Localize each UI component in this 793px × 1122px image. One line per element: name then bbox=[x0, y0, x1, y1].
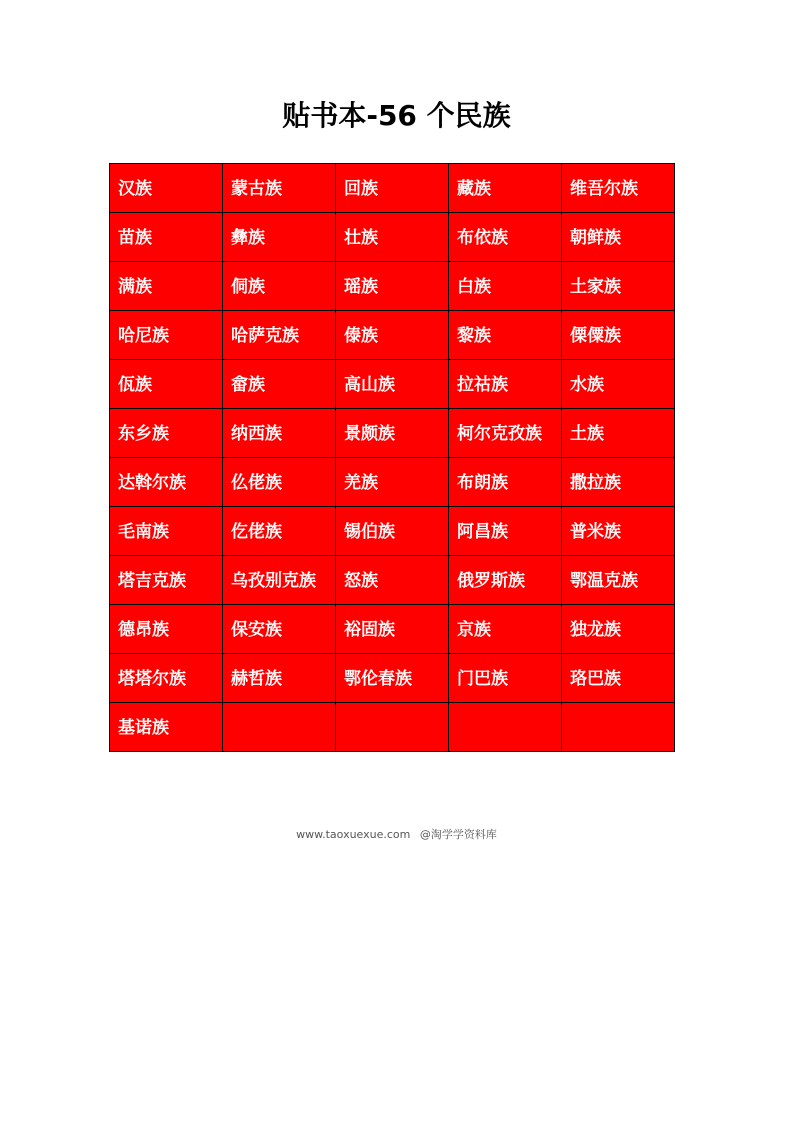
table-row bbox=[110, 556, 675, 605]
ethnic-group-cell: 畲族 bbox=[223, 360, 336, 409]
ethnic-group-cell: 珞巴族 bbox=[562, 654, 675, 703]
table-row bbox=[110, 213, 675, 262]
ethnic-group-cell: 汉族 bbox=[110, 164, 223, 213]
page-title: 贴书本-56 个民族 bbox=[282, 99, 511, 132]
ethnic-group-cell: 柯尔克孜族 bbox=[449, 409, 562, 458]
ethnic-group-cell: 保安族 bbox=[223, 605, 336, 654]
footer-website: www.taoxuexue.com bbox=[296, 828, 411, 841]
table-row bbox=[110, 507, 675, 556]
table-body bbox=[110, 164, 675, 752]
table-row bbox=[110, 262, 675, 311]
ethnic-group-cell: 普米族 bbox=[562, 507, 675, 556]
empty-cell bbox=[449, 703, 562, 752]
ethnic-group-cell: 回族 bbox=[336, 164, 449, 213]
empty-cell bbox=[223, 703, 336, 752]
ethnic-group-cell: 鄂温克族 bbox=[562, 556, 675, 605]
table-row bbox=[110, 360, 675, 409]
ethnic-group-cell: 鄂伦春族 bbox=[336, 654, 449, 703]
ethnic-group-cell: 塔吉克族 bbox=[110, 556, 223, 605]
table-row bbox=[110, 605, 675, 654]
ethnic-group-cell: 基诺族 bbox=[110, 703, 223, 752]
ethnic-group-cell: 土族 bbox=[562, 409, 675, 458]
ethnic-group-cell: 俄罗斯族 bbox=[449, 556, 562, 605]
ethnic-group-cell: 怒族 bbox=[336, 556, 449, 605]
ethnic-group-cell: 仫佬族 bbox=[223, 458, 336, 507]
ethnic-group-cell: 德昂族 bbox=[110, 605, 223, 654]
ethnic-group-cell: 布朗族 bbox=[449, 458, 562, 507]
ethnic-group-cell: 裕固族 bbox=[336, 605, 449, 654]
table-row bbox=[110, 703, 675, 752]
ethnic-group-cell: 满族 bbox=[110, 262, 223, 311]
ethnic-group-cell: 纳西族 bbox=[223, 409, 336, 458]
ethnic-group-cell: 傈僳族 bbox=[562, 311, 675, 360]
ethnic-group-cell: 瑶族 bbox=[336, 262, 449, 311]
ethnic-group-cell: 仡佬族 bbox=[223, 507, 336, 556]
ethnic-group-cell: 高山族 bbox=[336, 360, 449, 409]
ethnic-group-cell: 京族 bbox=[449, 605, 562, 654]
ethnic-group-cell: 彝族 bbox=[223, 213, 336, 262]
empty-cell bbox=[336, 703, 449, 752]
ethnic-group-cell: 撒拉族 bbox=[562, 458, 675, 507]
ethnic-group-cell: 门巴族 bbox=[449, 654, 562, 703]
ethnic-group-cell: 水族 bbox=[562, 360, 675, 409]
table-row bbox=[110, 458, 675, 507]
table-row bbox=[110, 654, 675, 703]
table-row bbox=[110, 164, 675, 213]
ethnic-group-cell: 侗族 bbox=[223, 262, 336, 311]
table-row bbox=[110, 409, 675, 458]
ethnic-group-cell: 锡伯族 bbox=[336, 507, 449, 556]
ethnic-group-cell: 土家族 bbox=[562, 262, 675, 311]
ethnic-group-cell: 塔塔尔族 bbox=[110, 654, 223, 703]
ethnic-group-cell: 羌族 bbox=[336, 458, 449, 507]
ethnic-group-cell: 哈萨克族 bbox=[223, 311, 336, 360]
ethnic-group-cell: 维吾尔族 bbox=[562, 164, 675, 213]
ethnic-group-cell: 黎族 bbox=[449, 311, 562, 360]
empty-cell bbox=[562, 703, 675, 752]
ethnic-group-cell: 东乡族 bbox=[110, 409, 223, 458]
ethnic-group-cell: 赫哲族 bbox=[223, 654, 336, 703]
ethnic-group-cell: 白族 bbox=[449, 262, 562, 311]
ethnic-group-cell: 阿昌族 bbox=[449, 507, 562, 556]
ethnic-group-cell: 毛南族 bbox=[110, 507, 223, 556]
ethnic-group-cell: 壮族 bbox=[336, 213, 449, 262]
ethnic-group-cell: 独龙族 bbox=[562, 605, 675, 654]
ethnic-group-cell: 哈尼族 bbox=[110, 311, 223, 360]
ethnic-group-cell: 拉祜族 bbox=[449, 360, 562, 409]
footer-brand: @淘学学资料库 bbox=[419, 828, 497, 841]
ethnic-group-cell: 朝鲜族 bbox=[562, 213, 675, 262]
ethnic-group-cell: 布依族 bbox=[449, 213, 562, 262]
ethnic-group-cell: 佤族 bbox=[110, 360, 223, 409]
ethnic-group-cell: 乌孜别克族 bbox=[223, 556, 336, 605]
ethnic-group-cell: 藏族 bbox=[449, 164, 562, 213]
ethnic-group-cell: 蒙古族 bbox=[223, 164, 336, 213]
ethnic-group-cell: 苗族 bbox=[110, 213, 223, 262]
table-row bbox=[110, 311, 675, 360]
ethnic-groups-table bbox=[109, 163, 675, 752]
ethnic-group-cell: 傣族 bbox=[336, 311, 449, 360]
ethnic-group-cell: 达斡尔族 bbox=[110, 458, 223, 507]
ethnic-group-cell: 景颇族 bbox=[336, 409, 449, 458]
footer bbox=[0, 826, 793, 842]
